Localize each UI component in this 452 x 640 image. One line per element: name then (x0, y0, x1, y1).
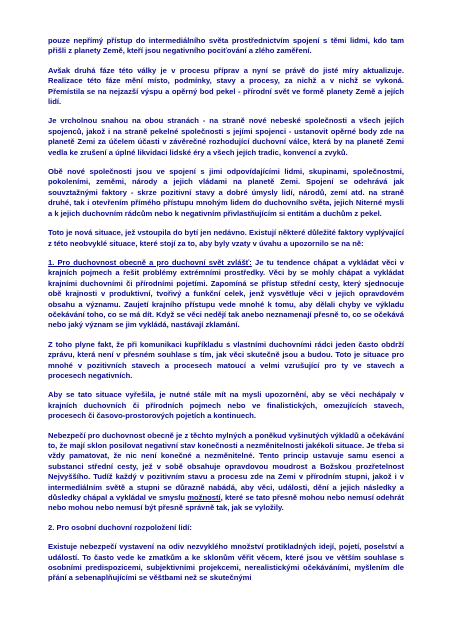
paragraph: pouze nepřímý přístup do intermediálního světa prostřednictvím spojení s těmi lidmi, kdo tam přišli z planety Země, kteří jsou negativního pociťování a zlého zaměření. (48, 36, 404, 56)
paragraph-text: Je tu tendence chápat a vykládat věci v krajních pojmech a řešit problémy extrémními prostředky. Věci by se mohly chápat a vykládat krajními duchovními či přírodními pojetími. Zapomíná se přístup střední cesty, který sjednocuje obě krajnosti v produktivní, tvořivý a funkční celek, jenž vysvětluje věci v jejich opravdovém obsahu a významu. Zaujetí krajního přístupu vede mnohé k tomu, aby dělali chyby ve výkladu očekávání toho, co se má dít. Když se věci nedějí tak anebo neznamenají přesně to, co se očekává nebo jaký význam se jim vykládá, nastávají zklamání. (48, 257, 404, 330)
section-1-intro-paragraph (48, 258, 404, 331)
section-heading: 2. Pro osobní duchovní rozpoložení lidí: (48, 522, 192, 532)
emphasized-word: možností (187, 493, 221, 503)
paragraph: Z toho plyne fakt, že při komunikaci kupříkladu s vlastními duchovními rádci jeden často obdrží zprávu, která není v přesném souhlase s tím, jak věci skutečně jsou a budou. Toto je situace pro mnohé v pozitivních stavech a procesech matoucí a velmi vzrušující pro ty ve stavech a procesech negativních. (48, 339, 404, 380)
paragraph: Obě nové společnosti jsou ve spojení s jimi odpovídajícími lidmi, skupinami, společnostmi, pokoleními, zeměmi, národy a jejich vládami na planetě Zemi. Spojení se odehrává jak souvztažnými faktory - skrze pozitivní stavy a dobré úmysly lidí, národů, zemí atd. na straně druhé, tak i otevřením přímého přístupu mnohým lidem do duchovního světa, jejich Niterné mysli a k jejich duchovním rádcům nebo k negativním přivlastňujícím si entitám a duchům z pekel. (48, 167, 404, 218)
paragraph-text: , které se tato přesně mohou nebo nemusí odehrát nebo mohou nebo nemusí být přesně správně tak, jak se vyložily. (48, 493, 404, 513)
paragraph: Toto je nová situace, jež vstoupila do bytí jen nedávno. Existují některé důležité faktory vyplývající z této neobvyklé situace, které stojí za to, aby byly vzaty v úvahu a upozornilo se na ně: (48, 228, 404, 248)
paragraph-text: Nebezpečí pro duchovnost obecně je z těchto mylných a poněkud vyšinutých výkladů a očekávání to, že mají sklon posilovat negativní stav konečnosti a nezměnitelnosti jakékoli situace. Je třeba si vždy pamatovat, že nic není konečné a nezměnitelné. Tento princip ustavuje samu esenci a substanci střední cesty, jež v sobě obsahuje opravdovou moudrost a Božskou prozřetelnost Nejvyššího. Tudíž každý v pozitivním stavu a procesu zde na Zemi v přírodním stupni, jakož i v intermediálním světě a stupni se důrazně nabádá, aby věci, události, dění a jejich následky a důsledky chápal a vykládal ve smyslu (48, 430, 404, 503)
paragraph: Aby se tato situace vyřešila, je nutné stále mít na mysli upozornění, aby se věci nechápaly v krajních duchovních či přírodních pojmech nebo ve finalistických, omezujících stavech, procesech či časovo-prostorových pojetích a kontinuech. (48, 390, 404, 421)
paragraph: Existuje nebezpečí vystavení na odiv nezvyklého množství protikladných idejí, pojetí, poselství a událostí. To často vede ke zmatkům a ke sklonům věřit věcem, které jsou ve větším souhlase s osobními predispozicemi, subjektivními projekcemi, nerealistickými očekáváními, myšlením dle přání a sebenaplňujícími se věštbami než se skutečnými (48, 542, 404, 583)
paragraph (48, 431, 404, 514)
paragraph: Avšak druhá fáze této války je v procesu příprav a nyní se právě do jisté míry aktualizuje. Realizace této fáze mění místo, podmínky, stavy a procesy, za nichž a v nichž se vykoná. Přemístila se na nejzazší výspu a opěrný bod pekel - přírodní svět ve formě planety Země a jejích lidí. (48, 65, 404, 107)
paragraph: Je vrcholnou snahou na obou stranách - na straně nové nebeské společnosti a všech jejích spojenců, jakož i na straně pekelné společnosti s jejími spojenci - ustanovit opěrné body zde na planetě Zemi za účelem účasti v závěrečné rozhodující duchovní válce, která by na planetě Zemi vedla ke zrušení a úplné likvidaci lidské éry a všech jejích tradic, konvencí a zvyků. (48, 116, 404, 157)
section-heading: 1. Pro duchovnost obecně a pro duchovní svět zvlášť: (48, 257, 252, 267)
